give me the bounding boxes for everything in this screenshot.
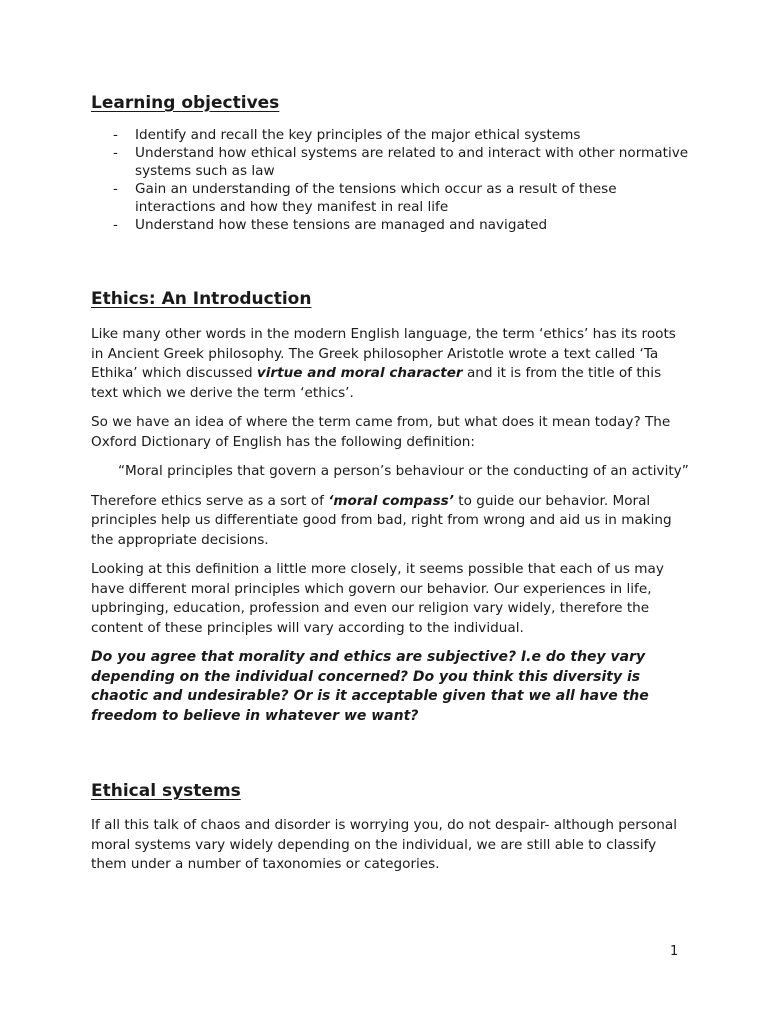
ethical-systems-paragraph: If all this talk of chaos and disorder is worrying you, do not despair- although personal moral systems vary widely depending on the individual, we are still able to classify them under a number of taxonomies or categories. — [91, 817, 678, 872]
compass-emphasis: ‘moral compass’ — [328, 492, 454, 509]
dash-bullet: - — [113, 127, 118, 143]
objectives-list — [91, 126, 691, 234]
dash-bullet: - — [113, 145, 118, 161]
definition-quote: “Moral principles that govern a person’s behaviour or the conducting of an activity” — [118, 463, 689, 479]
dash-bullet: - — [113, 217, 118, 233]
list-item — [91, 144, 691, 180]
compass-text-end: to guide our behavior. Moral principles help us differentiate good from bad, right from wrong and aid us in making the appropriate decisions. — [91, 492, 672, 548]
ethics-introduction-heading: Ethics: An Introduction — [91, 289, 312, 309]
objective-text: Understand how ethical systems are related to and interact with other normative systems such as law — [135, 145, 689, 179]
ethical-systems-heading: Ethical systems — [91, 781, 241, 801]
list-item — [91, 126, 691, 144]
list-item — [91, 216, 691, 234]
subjectivity-paragraph: Looking at this definition a little more closely, it seems possible that each of us may have different moral principles which govern our behavior. Our experiences in life, upbringing, education, profession and even our religion vary widely, therefore the content of these principles will vary according to the individual. — [91, 561, 664, 636]
list-item — [91, 180, 691, 216]
intro-emphasis: virtue and moral character — [256, 365, 463, 381]
compass-text-start: Therefore ethics serve as a sort of — [91, 492, 329, 509]
objective-text: Gain an understanding of the tensions which occur as a result of these interactions and how they manifest in real life — [135, 181, 617, 215]
objective-text: Identify and recall the key principles of the major ethical systems — [135, 127, 581, 143]
intro-text-start: Like many other words in the modern English language, the term ‘ethics’ has its roots in Ancient Greek philosophy. The Greek philosopher Aristotle wrote a text called ‘Ta Ethika’ which discussed — [91, 326, 676, 381]
learning-objectives-heading: Learning objectives — [91, 93, 280, 113]
page-number: 1 — [670, 944, 679, 959]
definition-lead-paragraph: So we have an idea of where the term came from, but what does it mean today? The Oxford Dictionary of English has the following definition: — [91, 414, 671, 450]
intro-paragraph — [91, 325, 691, 403]
discussion-question: Do you agree that morality and ethics are subjective? I.e do they vary depending on the individual concerned? Do you think this diversity is chaotic and undesirable? Or is it acceptable given that we all have the freedom to believe in whatever we want? — [91, 649, 649, 724]
intro-text-end: and it is from the title of this text which we derive the term ‘ethics’. — [91, 365, 662, 401]
moral-compass-paragraph — [91, 492, 691, 551]
objective-text: Understand how these tensions are managed and navigated — [135, 217, 548, 233]
document-page — [91, 88, 691, 875]
dash-bullet: - — [113, 181, 118, 197]
